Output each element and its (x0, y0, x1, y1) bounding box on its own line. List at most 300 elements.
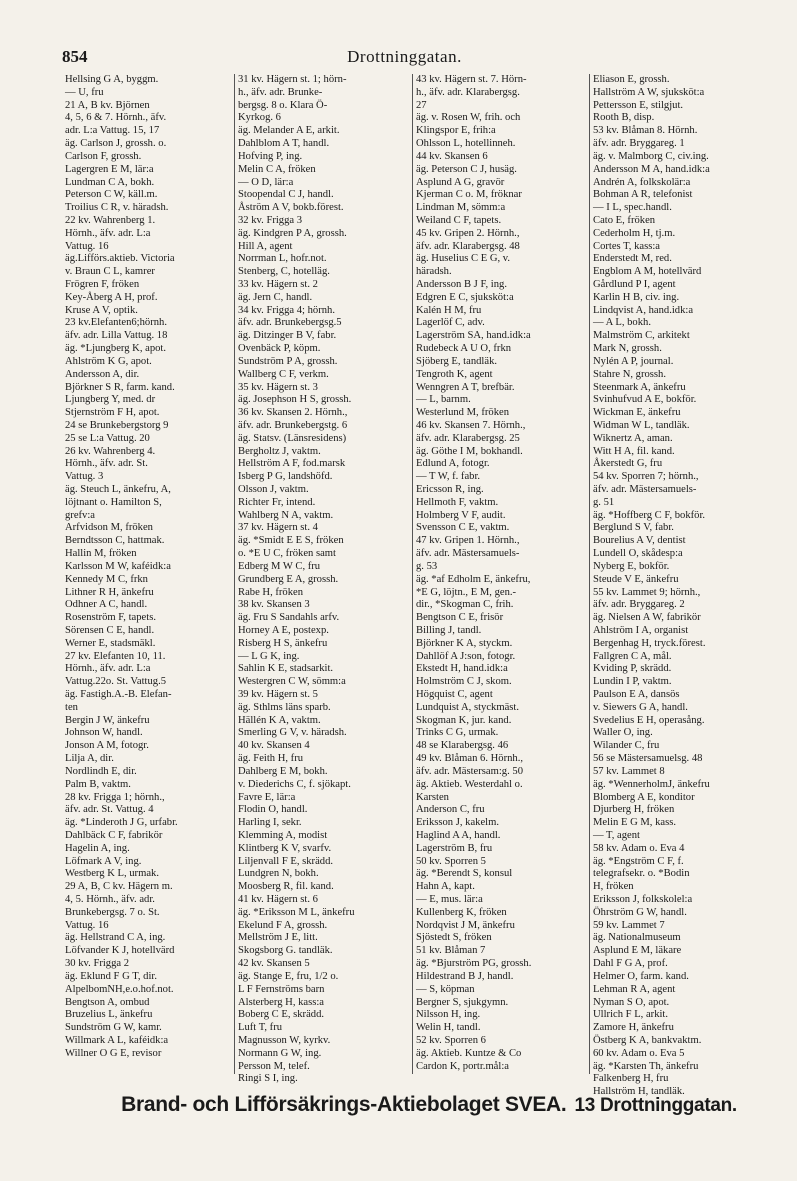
directory-entry: Wahlberg N A, vaktm. (238, 509, 334, 521)
directory-entry: Willner O G E, revisor (65, 1047, 162, 1059)
directory-entry: Rabe H, fröken (238, 586, 304, 598)
directory-entry: äg. Fru S Sandahls arfv. (238, 612, 340, 624)
directory-entry: Grundberg E A, grossh. (238, 573, 339, 585)
directory-entry: Blomberg A E, konditor (593, 791, 695, 803)
directory-entry: v. Siewers G A, handl. (593, 701, 688, 713)
directory-entry: Horney A E, postexp. (238, 624, 329, 636)
directory-entry: äg. Aktieb. Kuntze & Co (416, 1047, 522, 1059)
directory-entry: Nyberg E, bokför. (593, 560, 670, 572)
directory-entry: Willmark A L, kaféidk:a (65, 1034, 169, 1046)
directory-entry: Cederholm H, tj.m. (593, 227, 676, 239)
directory-entry: Dahlblom A T, handl. (238, 138, 330, 150)
directory-entry: Olsson J, vaktm. (238, 484, 309, 495)
directory-entry: 42 kv. Skansen 5 (238, 958, 310, 970)
directory-entry: Klemming A, modist (238, 829, 328, 841)
directory-entry: äg. Eklund F G T, dir. (65, 970, 158, 982)
directory-entry: Persson M, telef. (238, 1060, 310, 1072)
directory-entry: äfv. adr. Mästersamuels- (416, 548, 520, 560)
directory-entry: Andrén A, folkskolär:a (593, 176, 691, 188)
directory-entry: Lindman M, sömm:a (416, 202, 506, 214)
directory-entry: Ahlström I A, organist (593, 624, 689, 636)
directory-entry: Hellmoth F, vaktm. (416, 496, 499, 508)
directory-entry: Lehman R A, agent (593, 983, 676, 995)
directory-entry: 38 kv. Skansen 3 (238, 599, 310, 611)
directory-entry: Falkenberg H, fru (593, 1073, 669, 1085)
directory-entry: Sundström G W, kamr. (65, 1022, 162, 1034)
directory-entry: äfv. adr. Brunkebergstg. 6 (238, 419, 348, 431)
directory-entry: Westergren C W, sömm:a (238, 676, 346, 688)
directory-entry: Rudebeck A U O, frkn (416, 343, 512, 355)
directory-entry: Richter Fr, intend. (238, 496, 316, 508)
directory-entry: häradsh. (416, 266, 452, 278)
directory-entry: äfv. adr. Mästersam:g. 50 (416, 765, 523, 777)
directory-entry: Ekstedt H, hand.idk:a (416, 663, 508, 675)
directory-entry: Berglund S V, fabr. (593, 522, 674, 534)
column-1 (62, 74, 234, 1074)
directory-entry: äg. Stange E, fru, 1/2 o. (238, 970, 339, 982)
directory-entry: v. Diederichs C, f. sjökapt. (238, 778, 351, 790)
directory-entry: Steenmark A, änkefru (593, 381, 686, 393)
directory-entry: Boberg C E, skrädd. (238, 1009, 325, 1021)
directory-entry: Ohlsson L, hotellinneh. (416, 138, 516, 150)
directory-entry: Stenberg, C, hotelläg. (238, 266, 330, 278)
directory-entry: Bengtson C E, frisör (416, 612, 504, 624)
directory-entry: Hallin M, fröken (65, 548, 137, 560)
directory-entry: 40 kv. Skansen 4 (238, 740, 310, 752)
directory-entry: Dahlbäck C F, fabrikör (65, 829, 163, 841)
directory-entry: Åström A V, bokb.förest. (238, 202, 344, 214)
directory-entry: 29 A, B, C kv. Hägern m. (65, 881, 173, 893)
directory-entry: Waller O, ing. (593, 727, 653, 739)
directory-entry: äg. Carlson J, grossh. o. (65, 138, 167, 150)
directory-entry: o. *E U C, fröken samt (238, 548, 336, 560)
directory-entry: äg. *Engström C F, f. (593, 855, 684, 867)
directory-entry: Holmström C J, skom. (416, 676, 512, 688)
directory-entry: Svedelius E H, operasång. (593, 714, 705, 726)
directory-entry: äg. *Smidt E E S, fröken (238, 535, 344, 547)
directory-entry: Mark N, grossh. (593, 343, 662, 355)
directory-entry: Eliason E, grossh. (593, 74, 670, 85)
directory-entry: äg. *Karsten Th, änkefru (593, 1060, 699, 1072)
directory-entry: ten (65, 701, 78, 713)
directory-entry: Eriksson J, kakelm. (416, 817, 499, 829)
directory-entry: Flodin O, handl. (238, 804, 308, 816)
directory-entry: äg. *Berendt S, konsul (416, 868, 513, 880)
directory-entry: 31 kv. Hägern st. 1; hörn- (238, 74, 347, 85)
directory-entry: Nordqvist J M, änkefru (416, 919, 515, 931)
directory-entry: Wiknertz A, aman. (593, 432, 673, 444)
directory-entry: Paulson E A, dansös (593, 689, 680, 700)
directory-entry: Anderson C, fru (416, 804, 485, 816)
directory-entry: Hill A, agent (238, 240, 293, 252)
directory-entry: Harling I, sekr. (238, 817, 302, 829)
directory-entry: Malmström C, arkitekt (593, 330, 690, 342)
directory-entry: 51 kv. Blåman 7 (416, 945, 486, 957)
directory-entry: Andersson A, dir. (65, 368, 140, 380)
directory-entry: Åkerstedt G, fru (593, 458, 663, 470)
directory-entry: äg. *af Edholm E, änkefru, (416, 573, 531, 585)
directory-entry: Hörnh., äfv. adr. L:a (65, 663, 151, 675)
street-title: Drottninggatan. (347, 47, 462, 66)
directory-entry: g. 53 (416, 560, 438, 572)
directory-entry: Brunkebergsg. 7 o. St. (65, 906, 160, 918)
page-header (62, 47, 747, 69)
directory-entry: Lundquist A, styckmäst. (416, 701, 519, 713)
directory-entry: 33 kv. Hägern st. 2 (238, 279, 318, 290)
directory-entry: äg. Jern C, handl. (238, 291, 313, 303)
directory-entry: äg. *Linderoth J G, urfabr. (65, 817, 178, 829)
column-4 (589, 74, 762, 1098)
directory-entry: äg. v. Rosen W, frih. och (416, 112, 521, 124)
directory-entry: äg. *Ljungberg K, apot. (65, 343, 167, 355)
directory-entry: Lagerström SA, hand.idk:a (416, 330, 531, 342)
directory-entry: Bergin J W, änkefru (65, 714, 150, 726)
directory-entry: Haglind A A, handl. (416, 829, 501, 841)
directory-entry: Zamore H, änkefru (593, 1022, 674, 1034)
directory-entry: Kyrkog. 6 (238, 112, 281, 124)
directory-entry: Lundman C A, bokh. (65, 176, 155, 188)
directory-entry: 27 kv. Elefanten 10, 11. (65, 650, 166, 662)
directory-entry: 21 A, B kv. Björnen (65, 99, 150, 111)
directory-entry: äg. *WennerholmJ, änkefru (593, 778, 710, 790)
directory-entry: — I L, spec.handl. (593, 202, 672, 214)
directory-entry: 4, 5, 6 & 7. Hörnh., äfv. (65, 112, 167, 124)
directory-entry: 39 kv. Hägern st. 5 (238, 689, 318, 700)
directory-entry: Normann G W, ing. (238, 1047, 322, 1059)
directory-entry: Hahn A, kapt. (416, 881, 475, 893)
directory-entry: äg. Hellstrand C A, ing. (65, 932, 166, 944)
directory-entry: äfv. adr. Brunkebergsg.5 (238, 317, 342, 329)
directory-entry: Moosberg R, fil. kand. (238, 881, 334, 893)
directory-entry: Kalén H M, fru (416, 304, 482, 316)
directory-entry: Kennedy M C, frkn (65, 573, 148, 585)
directory-entry: adr. L:a Vattug. 15, 17 (65, 125, 160, 137)
directory-entry: Wilander C, fru (593, 740, 660, 752)
directory-entry: Rosenström F, tapets. (65, 612, 156, 624)
directory-entry: *E G, löjtn., E M, gen.- (416, 586, 517, 598)
directory-entry: Bohman A R, telefonist (593, 189, 693, 201)
directory-entry: Hofving P, ing. (238, 150, 303, 162)
column-3 (412, 74, 589, 1074)
directory-entry: Enderstedt M, red. (593, 253, 672, 265)
directory-entry: Hellsing G A, byggm. (65, 74, 159, 85)
directory-entry: Tengroth K, agent (416, 368, 493, 380)
directory-entry: Fallgren C A, mål. (593, 650, 672, 662)
directory-entry: — U, fru (65, 86, 104, 98)
directory-entry: äfv. adr. Klarabergsg. 25 (416, 432, 520, 444)
directory-entry: Sörensen C E, handl. (65, 624, 155, 636)
directory-entry: 58 kv. Adam o. Eva 4 (593, 842, 685, 854)
directory-entry: Trinks C G, urmak. (416, 727, 499, 739)
directory-entry: Stoopendal C J, handl. (238, 189, 334, 201)
directory-entry: Ljungberg Y, med. dr (65, 394, 156, 406)
directory-entry: Smerling G V, v. häradsh. (238, 727, 347, 739)
page-number: 854 (62, 47, 88, 66)
directory-entry: Arfvidson M, fröken (65, 522, 153, 534)
directory-entry: 54 kv. Sporren 7; hörnh., (593, 471, 699, 483)
directory-entry: äfv. adr. Bryggareg. 1 (593, 138, 685, 150)
directory-entry: Melin C A, fröken (238, 163, 316, 175)
directory-entry: 32 kv. Frigga 3 (238, 214, 303, 226)
directory-entry: Berndtsson C, hattmak. (65, 535, 165, 547)
directory-entry: Magnusson W, kyrkv. (238, 1034, 331, 1046)
directory-entry: 49 kv. Blåman 6. Hörnh., (416, 753, 524, 765)
directory-entry: L F Fernströms barn (238, 983, 325, 995)
directory-entry: Edlund A, fotogr. (416, 458, 490, 470)
directory-entry: Vattug. 16 (65, 919, 109, 931)
directory-entry: äg.Lifförs.aktieb. Victoria (65, 253, 175, 265)
directory-entry: äg. Statsv. (Länsresidens) (238, 432, 347, 444)
directory-entry: Djurberg H, fröken (593, 804, 675, 816)
directory-entry: 36 kv. Skansen 2. Hörnh., (238, 407, 348, 419)
directory-entry: Steude V E, änkefru (593, 573, 679, 585)
directory-entry: Vattug. 16 (65, 240, 109, 252)
directory-entry: Högquist C, agent (416, 689, 493, 700)
directory-entry: 53 kv. Blåman 8. Hörnh. (593, 125, 698, 137)
directory-entry: 55 kv. Lammet 9; hörnh., (593, 586, 701, 598)
directory-entry: Sundström P A, grossh. (238, 355, 338, 367)
directory-entry: Werner E, stadsmäkl. (65, 637, 156, 649)
directory-entry: Asplund E M, läkare (593, 945, 682, 957)
directory-entry: Ericsson R, ing. (416, 484, 484, 495)
directory-entry: Sjöberg E, tandläk. (416, 355, 498, 367)
directory-entry: Klingspor E, frih:a (416, 125, 496, 137)
directory-entry: äfv. adr. Mästersamuels- (593, 484, 697, 495)
directory-entry: Hagelin A, ing. (65, 842, 130, 854)
directory-entry: Svinhufvud A E, bokför. (593, 394, 697, 406)
directory-entry: Bergner S, sjukgymn. (416, 996, 509, 1008)
directory-entry: Melin E G M, kass. (593, 817, 676, 829)
directory-entry: Nilsson H, ing. (416, 1009, 481, 1021)
directory-entry: Löfmark A V, ing. (65, 855, 142, 867)
directory-entry: Skogman K, jur. kand. (416, 714, 512, 726)
directory-entry: — E, mus. lär:a (416, 894, 483, 905)
directory-entry: h., äfv. adr. Klarabergsg. (416, 86, 520, 98)
directory-entry: 46 kv. Skansen 7. Hörnh., (416, 419, 526, 431)
directory-entry: Lundell O, skådesp:a (593, 548, 683, 560)
directory-entry: Kruse A V, optik. (65, 304, 138, 316)
directory-entry: Bengtson A, ombud (65, 996, 150, 1008)
directory-entry: Cato E, fröken (593, 214, 656, 226)
directory-entry: bergsg. 8 o. Klara Ö- (238, 99, 328, 111)
directory-entry: äg. Nielsen A W, fabrikör (593, 612, 701, 624)
directory-entry: Löfvander K J, hotellvärd (65, 945, 175, 957)
directory-entry: Lindqvist A, hand.idk:a (593, 304, 694, 316)
directory-entry: äg. *Bjurström PG, grossh. (416, 958, 532, 970)
directory-entry: Hallström A W, sjuksköt:a (593, 86, 705, 98)
directory-entry: 45 kv. Gripen 2. Hörnh., (416, 227, 520, 239)
directory-entry: 47 kv. Gripen 1. Hörnh., (416, 535, 520, 547)
directory-entry: Bourelius A V, dentist (593, 535, 686, 547)
directory-entry: Ullrich F L, arkit. (593, 1009, 669, 1021)
directory-entry: Witt H A, fil. kand. (593, 445, 675, 457)
directory-entry: Ringi S I, ing. (238, 1073, 298, 1085)
directory-entry: Kviding P, skrädd. (593, 663, 672, 675)
directory-entry: Helmer O, farm. kand. (593, 970, 689, 982)
directory-entry: äg. *Eriksson M L, änkefru (238, 906, 355, 918)
directory-entry: 25 se L:a Vattug. 20 (65, 432, 150, 444)
directory-entry: — S, köpman (416, 983, 475, 995)
directory-entry: Hildestrand B J, handl. (416, 970, 514, 982)
directory-entry: Lithner R H, änkefru (65, 586, 154, 598)
directory-entry: 26 kv. Wahrenberg 4. (65, 445, 156, 457)
directory-entry: Billing J, tandl. (416, 624, 482, 636)
directory-entry: 37 kv. Hägern st. 4 (238, 522, 318, 534)
directory-entry: Eriksson J, folkskolel:a (593, 894, 693, 905)
directory-entry: Odhner A C, handl. (65, 599, 148, 611)
advert-address: 13 Drottninggatan. (574, 1095, 737, 1116)
directory-entry: äg. Göthe I M, bokhandl. (416, 445, 523, 457)
directory-entry: 41 kv. Hägern st. 6 (238, 894, 318, 905)
directory-entry: Cardon K, portr.mål:a (416, 1060, 509, 1072)
directory-entry: Weiland C F, tapets. (416, 214, 502, 226)
directory-entry: Bruzelius L, änkefru (65, 1009, 153, 1021)
directory-entry: äg. Melander A E, arkit. (238, 125, 340, 137)
directory-entry: — T W, f. fabr. (416, 471, 481, 483)
directory-entry: Gårdlund P I, agent (593, 279, 676, 290)
directory-entry: 35 kv. Hägern st. 3 (238, 381, 318, 393)
directory-entry: — L, barnm. (416, 394, 471, 406)
directory-entry: Lagerlöf C, adv. (416, 317, 485, 329)
directory-entry: Key-Åberg A H, prof. (65, 291, 158, 303)
directory-entry: äg. Ditzinger B V, fabr. (238, 330, 337, 342)
directory-entry: Engblom A M, hotellvärd (593, 266, 702, 278)
directory-entry: Björkner S R, farm. kand. (65, 381, 175, 393)
directory-entry: Risberg H S, änkefru (238, 637, 328, 649)
directory-entry: Sahlin K E, stadsarkit. (238, 663, 334, 675)
directory-entry: äg. Fastigh.A.-B. Elefan- (65, 689, 172, 700)
directory-entry: Luft T, fru (238, 1022, 283, 1034)
directory-entry: äfv. adr. Klarabergsg. 48 (416, 240, 520, 252)
directory-entry: 56 se Mästersamuelsg. 48 (593, 753, 703, 765)
directory-entry: Jonson A M, fotogr. (65, 740, 149, 752)
directory-entry: Carlson F, grossh. (65, 150, 142, 162)
directory-entry: Sjöstedt S, fröken (416, 932, 492, 944)
directory-entry: Isberg P G, landshöfd. (238, 471, 333, 483)
directory-entry: Svensson C E, vaktm. (416, 522, 510, 534)
directory-entry: 24 se Brunkebergstorg 9 (65, 419, 169, 431)
directory-entry: grefv:a (65, 509, 95, 521)
directory-entry: Westerlund M, fröken (416, 407, 509, 419)
directory-entry: Nordlindh E, dir. (65, 765, 137, 777)
directory-entry: 44 kv. Skansen 6 (416, 150, 488, 162)
directory-entry: Cortes T, kass:a (593, 240, 660, 252)
directory-entry: g. 51 (593, 496, 615, 508)
directory-entry: Frögren F, fröken (65, 279, 140, 290)
directory-entry: — L G K, ing. (238, 650, 300, 662)
directory-entry: Bergenhag H, tryck.förest. (593, 637, 706, 649)
directory-entry: H, fröken (593, 881, 634, 893)
directory-entry: Vattug. 3 (65, 471, 104, 483)
directory-entry: Dahllöf A J:son, fotogr. (416, 650, 516, 662)
directory-entry: äfv. adr. Bryggareg. 2 (593, 599, 685, 611)
directory-entry: Nylén A P, journal. (593, 355, 674, 367)
directory-entry: äg. Kindgren P A, grossh. (238, 227, 347, 239)
directory-entry: Lagergren E M, lär:a (65, 163, 154, 175)
directory-entry: Edgren E C, sjuksköt:a (416, 291, 514, 303)
directory-entry: Palm B, vaktm. (65, 778, 131, 790)
directory-entry: Ekelund F A, grossh. (238, 919, 328, 931)
directory-entry: Hellström A F, fod.marsk (238, 458, 346, 470)
directory-entry: löjtnant o. Hamilton S, (65, 496, 162, 508)
directory-entry: äg. Feith H, fru (238, 753, 304, 765)
directory-entry: Johnson W, handl. (65, 727, 143, 739)
directory-entry: 22 kv. Wahrenberg 1. (65, 214, 156, 226)
directory-entry: Dahl F G A, prof. (593, 958, 668, 970)
directory-entry: Lundgren N, bokh. (238, 868, 319, 880)
directory-entry: 4, 5. Hörnh., äfv. adr. (65, 894, 155, 905)
directory-entry: Hörnh., äfv. adr. L:a (65, 227, 151, 239)
directory-entry: äg. Huselius C E G, v. (416, 253, 511, 265)
directory-entry: äg. Steuch L, änkefru, A, (65, 484, 171, 495)
directory-entry: v. Braun C L, kamrer (65, 266, 155, 278)
directory-entry: äg. Josephson H S, grossh. (238, 394, 352, 406)
directory-entry: 59 kv. Lammet 7 (593, 919, 665, 931)
directory-entry: äg. Sthlms läns sparb. (238, 701, 331, 713)
directory-entry: Stjernström F H, apot. (65, 407, 160, 419)
advert-company: Brand- och Lifförsäkrings-Aktiebolaget SVEA. (121, 1093, 567, 1116)
directory-entry: äg. Aktieb. Westerdahl o. (416, 778, 523, 790)
directory-entry: Ahlström K G, apot. (65, 355, 152, 367)
directory-entry: dir., *Skogman C, frih. (416, 599, 514, 611)
directory-entry: telegrafsekr. o. *Bodin (593, 868, 690, 880)
directory-entry: äg. v. Malmborg C, civ.ing. (593, 150, 709, 162)
directory-entry: Klintberg K V, svarfv. (238, 842, 332, 854)
directory-entry: 23 kv.Elefanten6;hörnh. (65, 317, 167, 329)
directory-entry: 30 kv. Frigga 2 (65, 958, 130, 970)
directory-entry: Welin H, tandl. (416, 1022, 481, 1034)
directory-entry: Karsten (416, 791, 449, 803)
directory-entry: Wallberg C F, verkm. (238, 368, 329, 380)
directory-entry: Bergholtz J, vaktm. (238, 445, 321, 457)
directory-entry: äg. Nationalmuseum (593, 932, 681, 944)
directory-entry: Alsterberg H, kass:a (238, 996, 325, 1008)
directory-entry: Wenngren A T, brefbär. (416, 381, 515, 393)
directory-entry: äg. Peterson C J, husäg. (416, 163, 517, 175)
directory-entry: 50 kv. Sporren 5 (416, 855, 486, 867)
directory-entry: 43 kv. Hägern st. 7. Hörn- (416, 74, 527, 85)
directory-entry: Hällén K A, vaktm. (238, 714, 321, 726)
directory-entry: Stahre N, grossh. (593, 368, 666, 380)
advertisement-footer (84, 1093, 774, 1117)
directory-entry: Östberg K A, bankvaktm. (593, 1034, 702, 1046)
directory-entry: 52 kv. Sporren 6 (416, 1034, 486, 1046)
directory-entry: äfv. adr. Lilla Vattug. 18 (65, 330, 168, 342)
directory-entry: Karlsson M W, kaféidk:a (65, 560, 171, 572)
directory-entry: 34 kv. Frigga 4; hörnh. (238, 304, 336, 316)
directory-columns (62, 74, 762, 1098)
directory-entry: Holmberg V F, audit. (416, 509, 506, 521)
directory-entry: Troilius C R, v. häradsh. (65, 202, 169, 214)
directory-entry: Favre E, lär:a (238, 791, 296, 803)
column-2 (234, 74, 412, 1085)
directory-entry: Nyman S O, apot. (593, 996, 670, 1008)
directory-entry: Lundin I P, vaktm. (593, 676, 672, 688)
directory-entry: Liljenvall F E, skrädd. (238, 855, 334, 867)
directory-entry: Kjerman C o. M, fröknar (416, 189, 522, 201)
directory-entry: Wickman E, änkefru (593, 407, 681, 419)
directory-entry: Rooth B, disp. (593, 112, 655, 124)
directory-entry: Skogsborg G. tandläk. (238, 945, 333, 957)
directory-entry: 27 (416, 99, 427, 111)
directory-entry: Andersson M A, hand.idk:a (593, 163, 710, 175)
directory-entry: 57 kv. Lammet 8 (593, 765, 665, 777)
directory-entry: Peterson C W, käll.m. (65, 189, 158, 201)
directory-entry: 28 kv. Frigga 1; hörnh., (65, 791, 165, 803)
directory-entry: Ovenbäck P, köpm. (238, 343, 321, 355)
directory-entry: Norrman L, hofr.not. (238, 253, 327, 265)
directory-entry: h., äfv. adr. Brunke- (238, 86, 323, 98)
